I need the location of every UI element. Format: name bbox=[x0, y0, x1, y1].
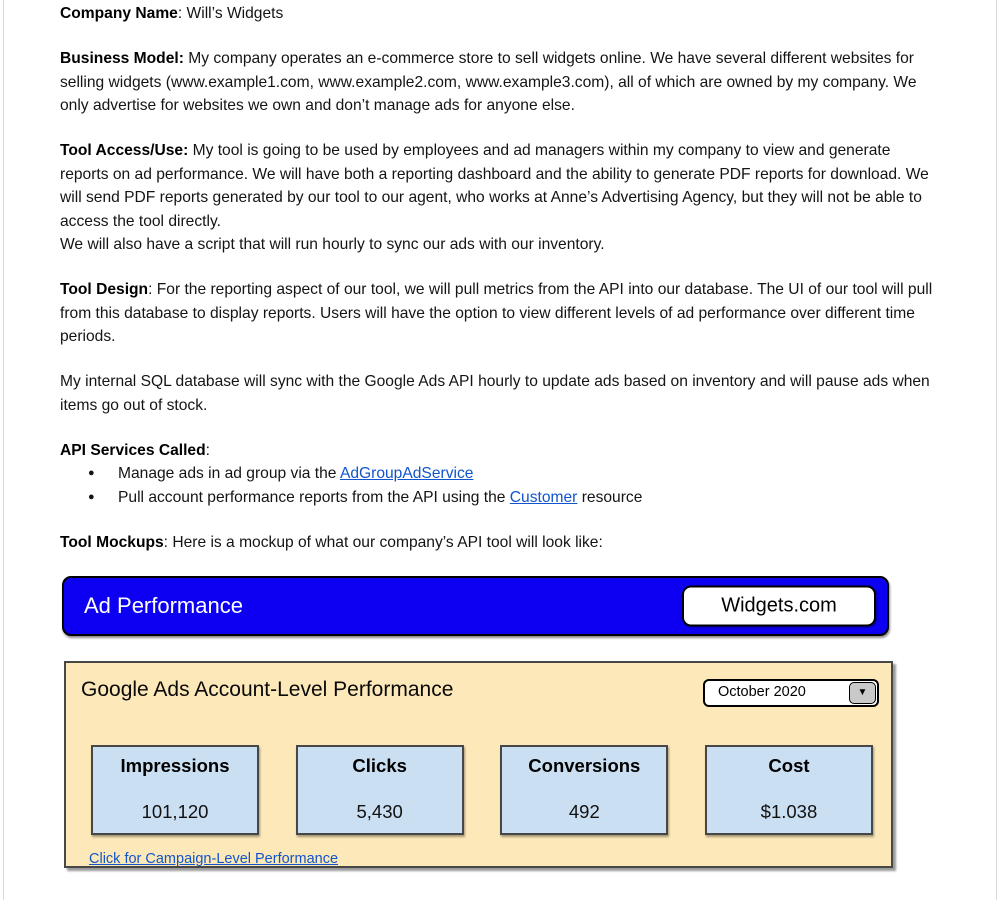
widgets-site-button[interactable]: Widgets.com bbox=[682, 585, 876, 626]
period-dropdown-value: October 2020 bbox=[718, 683, 806, 700]
tool-access-label: Tool Access/Use: bbox=[60, 142, 189, 159]
metric-card-conversions bbox=[500, 745, 668, 835]
panel-header bbox=[66, 663, 891, 707]
paragraph-company-name bbox=[60, 2, 940, 26]
tool-design-label: Tool Design bbox=[60, 281, 149, 298]
campaign-level-link[interactable]: Click for Campaign-Level Performance bbox=[89, 850, 339, 867]
tool-design-text: : For the reporting aspect of our tool, we will pull metrics from the API into our database. The UI of our tool will pull from this database to display reports. Users will have the option to view different levels of ad performance over different time periods. bbox=[60, 281, 937, 345]
banner-title: Ad Performance bbox=[84, 592, 243, 618]
metric-value: 5,430 bbox=[356, 801, 403, 822]
paragraph-tool-mockups bbox=[60, 531, 940, 555]
tool-mockups-label: Tool Mockups bbox=[60, 533, 164, 551]
metric-label: Conversions bbox=[528, 754, 641, 776]
period-dropdown[interactable] bbox=[703, 679, 879, 707]
metric-card-clicks bbox=[296, 745, 464, 835]
account-performance-panel bbox=[64, 661, 893, 868]
paragraph-sql-sync bbox=[60, 370, 940, 417]
chevron-down-icon: ▼ bbox=[857, 686, 868, 698]
document-body bbox=[60, 2, 940, 868]
paragraph-api-services bbox=[60, 439, 940, 463]
mockup-banner bbox=[62, 576, 889, 636]
metric-value: $1.038 bbox=[760, 801, 818, 822]
metric-label: Clicks bbox=[352, 754, 407, 776]
metric-label: Cost bbox=[768, 754, 810, 776]
paragraph-business-model bbox=[60, 47, 940, 118]
list-item bbox=[88, 486, 940, 510]
metric-card-cost bbox=[705, 745, 873, 835]
metric-value: 492 bbox=[568, 801, 600, 822]
api-services-list bbox=[60, 462, 940, 509]
bullet-post-text: resource bbox=[577, 488, 643, 506]
adgroupadservice-link[interactable]: AdGroupAdService bbox=[339, 465, 474, 482]
business-model-text: My company operates an e-commerce store to sell widgets online. We have several different websites for selling widgets (www.example1.com, www.example2.com, www.example3.com), all of which are owned by my company. We only advertise for websites we own and don’t manage ads for anyone else. bbox=[60, 50, 921, 114]
sql-sync-text: My internal SQL database will sync with the Google Ads API hourly to update ads based on inventory and will pause ads when items go out of stock. bbox=[60, 373, 935, 414]
metric-value: 101,120 bbox=[141, 801, 209, 822]
page-edge-left bbox=[3, 0, 4, 900]
company-name-value: : Will’s Widgets bbox=[177, 5, 284, 22]
page-edge-right bbox=[996, 0, 997, 900]
tool-access-text-line2: We will also have a script that will run hourly to sync our ads with our inventory. bbox=[60, 236, 605, 253]
dropdown-arrow-button[interactable] bbox=[849, 682, 876, 704]
list-item bbox=[88, 462, 940, 486]
tool-mockups-text: : Here is a mockup of what our company’s API tool will look like: bbox=[163, 533, 603, 551]
paragraph-tool-access bbox=[60, 139, 940, 257]
bullet-text bbox=[118, 462, 473, 486]
customer-resource-link[interactable]: Customer bbox=[509, 488, 578, 506]
bullet-icon: ● bbox=[88, 490, 95, 503]
bullet-icon: ● bbox=[88, 467, 95, 479]
bullet-text bbox=[118, 486, 642, 510]
bullet-pre-text: Pull account performance reports from the API using the bbox=[118, 488, 510, 506]
metric-card-impressions bbox=[91, 745, 259, 835]
metric-label: Impressions bbox=[120, 754, 230, 776]
metrics-row bbox=[66, 745, 891, 835]
api-services-colon: : bbox=[205, 441, 210, 459]
panel-title: Google Ads Account-Level Performance bbox=[81, 677, 454, 701]
paragraph-tool-design bbox=[60, 278, 940, 349]
company-name-label: Company Name bbox=[60, 5, 178, 22]
business-model-label: Business Model: bbox=[60, 50, 184, 67]
api-services-label: API Services Called bbox=[60, 441, 206, 459]
tool-access-text: My tool is going to be used by employees and ad managers within my company to view and generate reports on ad performance. We will have both a reporting dashboard and the ability to generate PDF reports for download. We will send PDF reports generated by our tool to our agent, who works at Anne’s Advertising Agency, but they will not be able to access the tool directly. bbox=[60, 142, 934, 230]
bullet-pre-text: Manage ads in ad group via the bbox=[118, 465, 340, 482]
